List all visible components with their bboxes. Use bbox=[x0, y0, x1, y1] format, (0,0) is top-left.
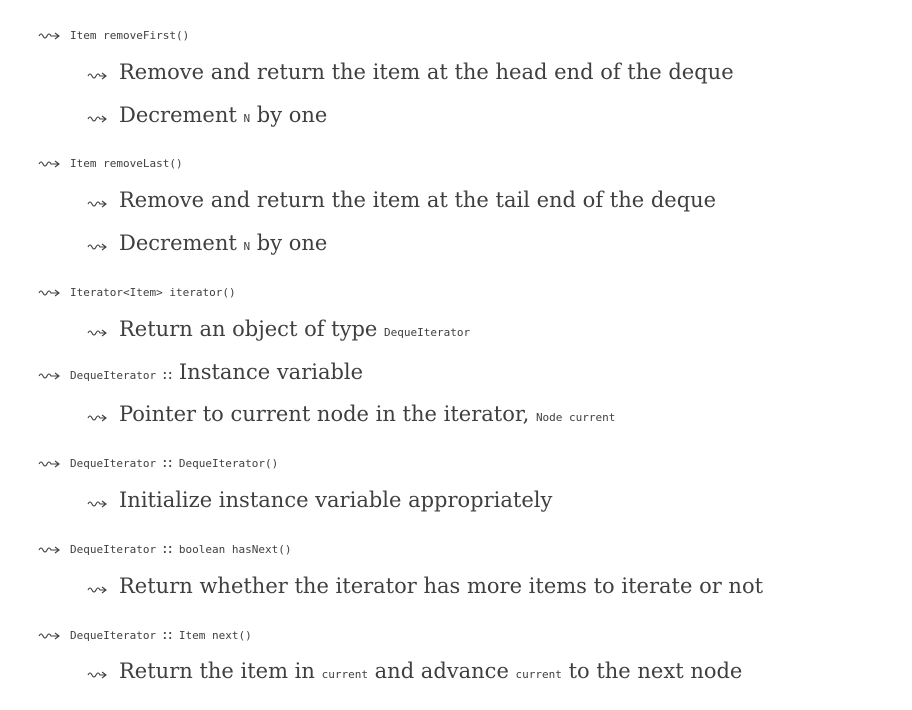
squiggle-arrow-icon bbox=[87, 327, 107, 337]
method-description bbox=[87, 490, 552, 511]
code-fragment: Item removeFirst() bbox=[70, 29, 190, 42]
scope-separator: :: bbox=[162, 364, 173, 383]
squiggle-arrow-icon bbox=[87, 113, 107, 123]
squiggle-arrow-icon bbox=[87, 584, 107, 594]
description-text: Return whether the iterator has more items to iterate or not bbox=[119, 574, 764, 598]
method-description bbox=[87, 319, 470, 340]
scope-separator: :: bbox=[162, 452, 173, 471]
description-text: Remove and return the item at the head end of the deque bbox=[119, 60, 734, 84]
squiggle-arrow-icon bbox=[38, 30, 60, 40]
squiggle-arrow-icon bbox=[87, 198, 107, 208]
code-fragment: boolean hasNext() bbox=[178, 543, 292, 556]
method-heading bbox=[38, 362, 363, 383]
squiggle-arrow-icon bbox=[38, 370, 60, 380]
method-description bbox=[87, 576, 763, 597]
squiggle-arrow-icon bbox=[87, 412, 107, 422]
method-heading bbox=[38, 454, 278, 470]
code-fragment: DequeIterator bbox=[70, 543, 157, 556]
description-text: and advance bbox=[367, 659, 516, 683]
method-heading bbox=[38, 283, 236, 299]
description-text: by one bbox=[250, 103, 328, 127]
scope-separator: :: bbox=[162, 538, 173, 557]
method-description bbox=[87, 62, 734, 83]
method-heading bbox=[38, 26, 189, 42]
description-text: Decrement bbox=[119, 103, 244, 127]
code-fragment: N bbox=[243, 240, 251, 253]
description-text: Return the item in bbox=[119, 659, 322, 683]
code-fragment: DequeIterator bbox=[384, 326, 471, 339]
squiggle-arrow-icon bbox=[87, 241, 107, 251]
description-text: Remove and return the item at the tail end of the deque bbox=[119, 188, 717, 212]
code-fragment: DequeIterator bbox=[70, 369, 157, 382]
method-heading bbox=[38, 626, 252, 642]
description-text: Instance variable bbox=[178, 360, 364, 384]
code-fragment: current bbox=[515, 668, 562, 681]
method-heading bbox=[38, 154, 183, 170]
method-description bbox=[87, 190, 716, 211]
code-fragment: DequeIterator bbox=[70, 629, 157, 642]
description-text: Decrement bbox=[119, 231, 244, 255]
squiggle-arrow-icon bbox=[38, 630, 60, 640]
squiggle-arrow-icon bbox=[38, 287, 60, 297]
method-description bbox=[87, 105, 327, 126]
squiggle-arrow-icon bbox=[87, 498, 107, 508]
code-fragment: DequeIterator() bbox=[178, 457, 279, 470]
method-description bbox=[87, 661, 742, 682]
description-text: Return an object of type bbox=[119, 317, 385, 341]
code-fragment: Node current bbox=[535, 411, 616, 424]
squiggle-arrow-icon bbox=[38, 544, 60, 554]
code-fragment: current bbox=[321, 668, 368, 681]
description-text: by one bbox=[250, 231, 328, 255]
code-fragment: Item next() bbox=[178, 629, 252, 642]
method-heading bbox=[38, 540, 291, 556]
code-fragment: DequeIterator bbox=[70, 457, 157, 470]
code-fragment: N bbox=[243, 112, 251, 125]
method-description bbox=[87, 404, 615, 425]
squiggle-arrow-icon bbox=[38, 158, 60, 168]
description-text: to the next node bbox=[561, 659, 743, 683]
squiggle-arrow-icon bbox=[38, 458, 60, 468]
code-fragment: Item removeLast() bbox=[70, 157, 183, 170]
scope-separator: :: bbox=[162, 624, 173, 643]
code-fragment: Iterator<Item> iterator() bbox=[70, 286, 236, 299]
description-text: Initialize instance variable appropriately bbox=[119, 488, 553, 512]
description-text: Pointer to current node in the iterator, bbox=[119, 402, 536, 426]
method-description bbox=[87, 233, 327, 254]
squiggle-arrow-icon bbox=[87, 70, 107, 80]
squiggle-arrow-icon bbox=[87, 669, 107, 679]
